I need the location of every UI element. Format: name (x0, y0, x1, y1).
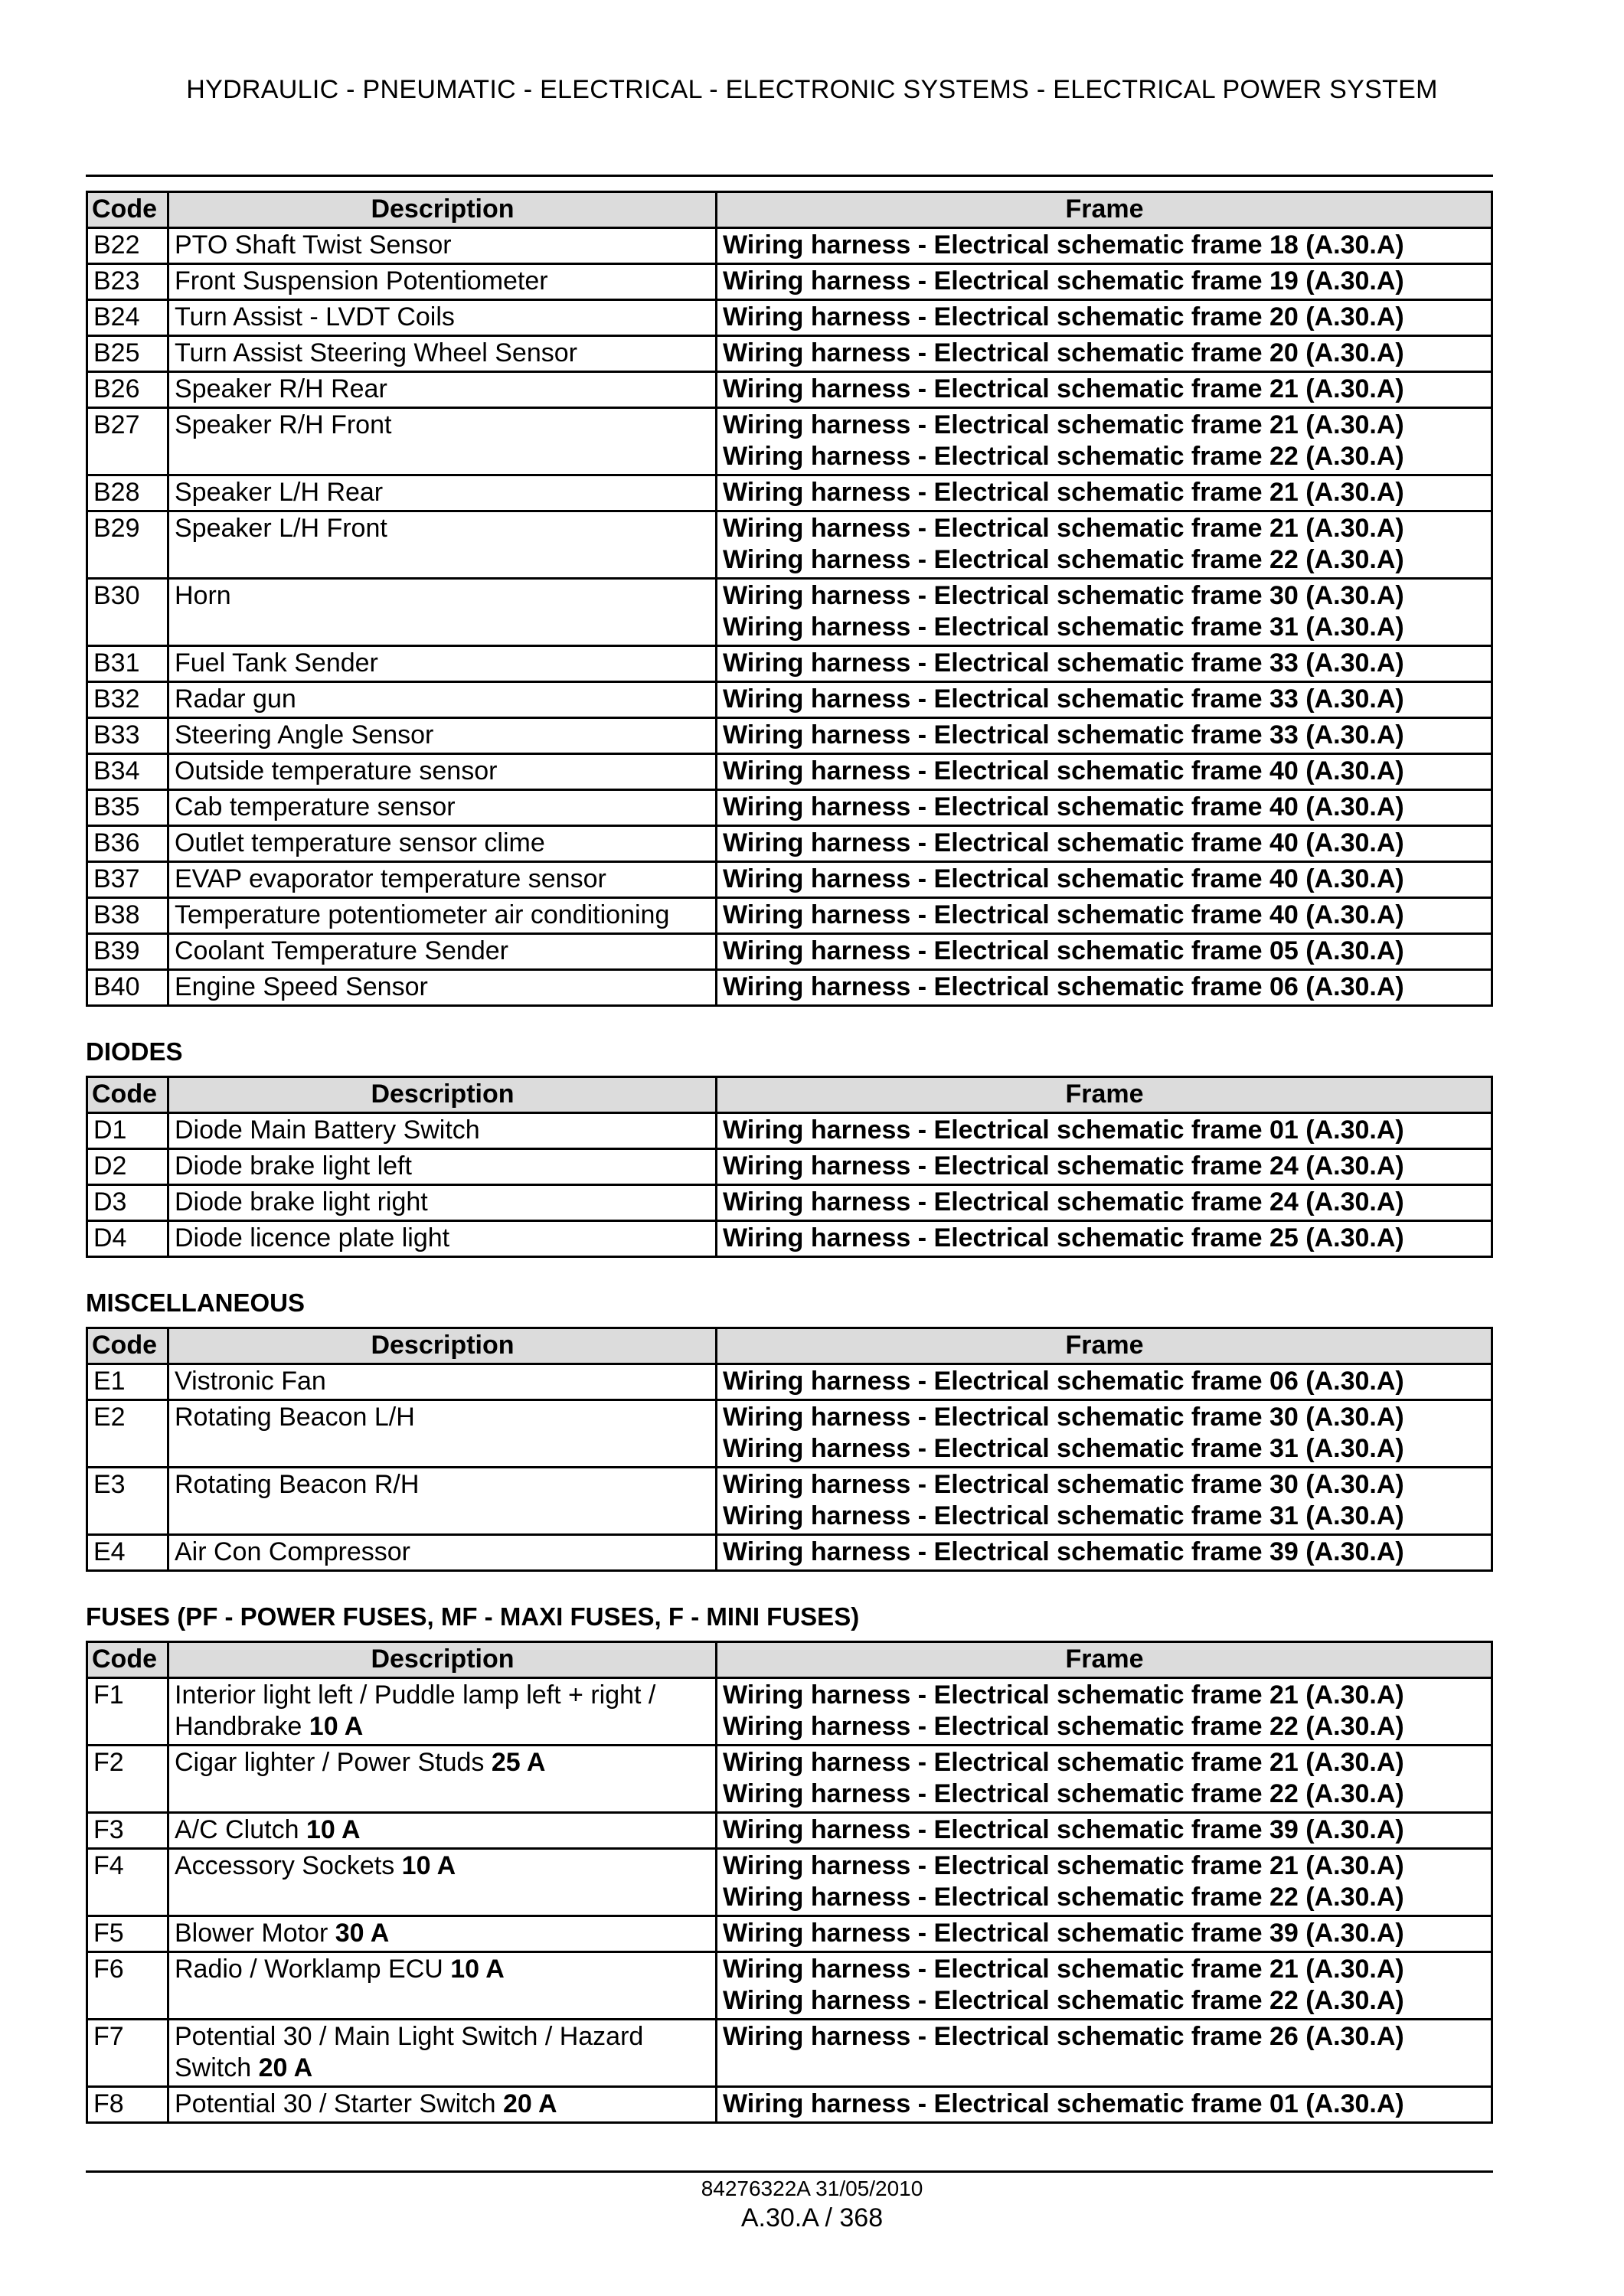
frame-cell (717, 1149, 1492, 1185)
description-text: Cigar lighter / Power Studs (175, 1748, 485, 1777)
frame-reference: Wiring harness - Electrical schematic frame 21 (A.30.A) (723, 1955, 1404, 1984)
description-text: Rotating Beacon R/H (175, 1470, 420, 1499)
description-text: PTO Shaft Twist Sensor (175, 230, 452, 260)
frame-reference: Wiring harness - Electrical schematic frame 31 (A.30.A) (723, 1434, 1404, 1463)
description-column-header: Description (168, 1642, 717, 1678)
code-cell: B35 (87, 790, 168, 826)
table-body (87, 1678, 1492, 2123)
description-cell (168, 336, 717, 372)
description-cell (168, 970, 717, 1006)
frame-cell (717, 790, 1492, 826)
description-column-header: Description (168, 1328, 717, 1364)
frame-reference: Wiring harness - Electrical schematic frame 40 (A.30.A) (723, 864, 1404, 893)
fuse-rating: 10 A (306, 1815, 361, 1844)
table-row (87, 898, 1492, 934)
frame-cell (717, 862, 1492, 898)
table-row (87, 1678, 1492, 1746)
frame-column-header: Frame (717, 1328, 1492, 1364)
description-text: Diode brake light left (175, 1151, 412, 1181)
frame-cell (717, 682, 1492, 718)
fuse-rating: 20 A (258, 2053, 313, 2082)
frame-reference: Wiring harness - Electrical schematic frame 21 (A.30.A) (723, 374, 1404, 403)
description-cell (168, 1849, 717, 1916)
frame-cell (717, 898, 1492, 934)
table-body (87, 1113, 1492, 1257)
code-cell: B34 (87, 754, 168, 790)
description-text: Potential 30 / Main Light Switch / Hazard Switch (175, 2022, 644, 2082)
description-text: Radio / Worklamp ECU (175, 1955, 443, 1984)
frame-cell (717, 1113, 1492, 1149)
code-cell: B25 (87, 336, 168, 372)
fuse-rating: 30 A (335, 1919, 390, 1948)
description-cell (168, 2087, 717, 2123)
table-row (87, 336, 1492, 372)
code-cell: F7 (87, 2020, 168, 2087)
fuse-rating: 10 A (401, 1851, 456, 1880)
section-title-diodes: DIODES (86, 1037, 183, 1066)
description-cell (168, 826, 717, 862)
fuse-rating: 25 A (491, 1748, 546, 1777)
code-cell: F3 (87, 1813, 168, 1849)
description-text: Turn Assist Steering Wheel Sensor (175, 338, 577, 367)
frame-cell (717, 826, 1492, 862)
table-row (87, 300, 1492, 336)
frame-cell (717, 718, 1492, 754)
frame-reference: Wiring harness - Electrical schematic frame 40 (A.30.A) (723, 900, 1404, 929)
frame-cell (717, 579, 1492, 646)
table-row (87, 970, 1492, 1006)
frame-reference: Wiring harness - Electrical schematic frame 24 (A.30.A) (723, 1187, 1404, 1217)
frame-cell (717, 934, 1492, 970)
frame-reference: Wiring harness - Electrical schematic frame 25 (A.30.A) (723, 1223, 1404, 1253)
code-cell: D3 (87, 1185, 168, 1221)
description-text: Diode Main Battery Switch (175, 1115, 480, 1145)
frame-cell (717, 970, 1492, 1006)
frame-cell (717, 1400, 1492, 1468)
description-text: Steering Angle Sensor (175, 720, 434, 750)
section-title-fuses: FUSES (PF - POWER FUSES, MF - MAXI FUSES, F - MINI FUSES) (86, 1602, 860, 1631)
frame-reference: Wiring harness - Electrical schematic frame 22 (A.30.A) (723, 1779, 1404, 1808)
frame-reference: Wiring harness - Electrical schematic frame 30 (A.30.A) (723, 1470, 1404, 1499)
description-cell (168, 898, 717, 934)
frame-cell (717, 228, 1492, 264)
code-column-header: Code (87, 1328, 168, 1364)
table-row (87, 1149, 1492, 1185)
frame-cell (717, 754, 1492, 790)
frame-reference: Wiring harness - Electrical schematic frame 20 (A.30.A) (723, 338, 1404, 367)
frame-cell (717, 1535, 1492, 1571)
description-cell (168, 408, 717, 475)
description-cell (168, 1678, 717, 1746)
fuse-rating: 20 A (503, 2089, 557, 2118)
frame-cell (717, 1185, 1492, 1221)
frame-cell (717, 511, 1492, 579)
code-cell: B24 (87, 300, 168, 336)
frame-reference: Wiring harness - Electrical schematic frame 33 (A.30.A) (723, 684, 1404, 714)
code-cell: F8 (87, 2087, 168, 2123)
frame-reference: Wiring harness - Electrical schematic frame 22 (A.30.A) (723, 545, 1404, 574)
footer-page-number: A.30.A / 368 (740, 2203, 884, 2232)
description-cell (168, 1916, 717, 1952)
table-row (87, 264, 1492, 300)
frame-reference: Wiring harness - Electrical schematic frame 40 (A.30.A) (723, 756, 1404, 785)
description-cell (168, 475, 717, 511)
description-text: Fuel Tank Sender (175, 648, 378, 678)
code-cell: F2 (87, 1746, 168, 1813)
frame-cell (717, 336, 1492, 372)
frame-cell (717, 372, 1492, 408)
description-cell (168, 1535, 717, 1571)
frame-reference: Wiring harness - Electrical schematic frame 21 (A.30.A) (723, 410, 1404, 439)
code-cell: D1 (87, 1113, 168, 1149)
description-text: Diode licence plate light (175, 1223, 450, 1253)
code-cell: B22 (87, 228, 168, 264)
frame-column-header: Frame (717, 1642, 1492, 1678)
table-header-row (87, 192, 1492, 228)
table-row (87, 2087, 1492, 2123)
page-header: HYDRAULIC - PNEUMATIC - ELECTRICAL - ELECTRONIC SYSTEMS - ELECTRICAL POWER SYSTEM (186, 75, 1438, 104)
description-cell (168, 1113, 717, 1149)
frame-reference: Wiring harness - Electrical schematic frame 05 (A.30.A) (723, 936, 1404, 965)
description-cell (168, 300, 717, 336)
code-cell: B23 (87, 264, 168, 300)
description-cell (168, 1468, 717, 1535)
table-row (87, 1221, 1492, 1257)
frame-reference: Wiring harness - Electrical schematic frame 40 (A.30.A) (723, 792, 1404, 821)
description-text: Speaker R/H Front (175, 410, 392, 439)
code-cell: B28 (87, 475, 168, 511)
description-text: Temperature potentiometer air conditioning (175, 900, 670, 929)
description-text: Blower Motor (175, 1919, 328, 1948)
description-text: Speaker R/H Rear (175, 374, 387, 403)
table-row (87, 826, 1492, 862)
table-row (87, 1916, 1492, 1952)
table-row (87, 579, 1492, 646)
description-text: Speaker L/H Rear (175, 478, 384, 507)
code-cell: E3 (87, 1468, 168, 1535)
description-text: Cab temperature sensor (175, 792, 456, 821)
description-text: EVAP evaporator temperature sensor (175, 864, 606, 893)
code-cell: B38 (87, 898, 168, 934)
frame-reference: Wiring harness - Electrical schematic frame 31 (A.30.A) (723, 612, 1404, 642)
description-cell (168, 1185, 717, 1221)
code-cell: E4 (87, 1535, 168, 1571)
table-row (87, 1535, 1492, 1571)
table-header-row (87, 1642, 1492, 1678)
code-cell: B27 (87, 408, 168, 475)
table-row (87, 646, 1492, 682)
code-cell: F1 (87, 1678, 168, 1746)
description-text: Speaker L/H Front (175, 514, 387, 543)
footer-rule (86, 2170, 1493, 2173)
description-text: Rotating Beacon L/H (175, 1403, 415, 1432)
description-column-header: Description (168, 1077, 717, 1113)
frame-reference: Wiring harness - Electrical schematic frame 31 (A.30.A) (723, 1501, 1404, 1530)
table-row (87, 1364, 1492, 1400)
code-cell: B37 (87, 862, 168, 898)
code-cell: B26 (87, 372, 168, 408)
fuses-table (86, 1641, 1493, 2124)
table-row (87, 862, 1492, 898)
table-row (87, 2020, 1492, 2087)
frame-cell (717, 2020, 1492, 2087)
description-cell (168, 511, 717, 579)
description-text: Air Con Compressor (175, 1537, 410, 1566)
code-cell: D2 (87, 1149, 168, 1185)
description-cell (168, 682, 717, 718)
code-cell: B31 (87, 646, 168, 682)
description-text: Potential 30 / Starter Switch (175, 2089, 496, 2118)
description-cell (168, 372, 717, 408)
sensors-table (86, 191, 1493, 1007)
table-header-row (87, 1328, 1492, 1364)
frame-cell (717, 408, 1492, 475)
frame-reference: Wiring harness - Electrical schematic frame 22 (A.30.A) (723, 1986, 1404, 2015)
frame-cell (717, 1468, 1492, 1535)
code-cell: B30 (87, 579, 168, 646)
table-row (87, 1185, 1492, 1221)
diodes-table (86, 1076, 1493, 1258)
description-cell (168, 228, 717, 264)
frame-cell (717, 1221, 1492, 1257)
frame-cell (717, 1746, 1492, 1813)
frame-reference: Wiring harness - Electrical schematic frame 06 (A.30.A) (723, 1367, 1404, 1396)
table-row (87, 511, 1492, 579)
table-row (87, 372, 1492, 408)
code-cell: D4 (87, 1221, 168, 1257)
frame-reference: Wiring harness - Electrical schematic frame 21 (A.30.A) (723, 1748, 1404, 1777)
description-text: Turn Assist - LVDT Coils (175, 302, 455, 331)
code-cell: B29 (87, 511, 168, 579)
table-row (87, 790, 1492, 826)
frame-column-header: Frame (717, 1077, 1492, 1113)
frame-cell (717, 475, 1492, 511)
frame-cell (717, 1364, 1492, 1400)
frame-reference: Wiring harness - Electrical schematic frame 39 (A.30.A) (723, 1815, 1404, 1844)
code-cell: F4 (87, 1849, 168, 1916)
description-text: Engine Speed Sensor (175, 972, 428, 1001)
description-column-header: Description (168, 192, 717, 228)
frame-cell (717, 1952, 1492, 2020)
code-cell: B40 (87, 970, 168, 1006)
description-cell (168, 862, 717, 898)
frame-reference: Wiring harness - Electrical schematic frame 33 (A.30.A) (723, 720, 1404, 750)
table-row (87, 934, 1492, 970)
frame-reference: Wiring harness - Electrical schematic frame 21 (A.30.A) (723, 514, 1404, 543)
frame-reference: Wiring harness - Electrical schematic frame 01 (A.30.A) (723, 1115, 1404, 1145)
frame-reference: Wiring harness - Electrical schematic frame 39 (A.30.A) (723, 1537, 1404, 1566)
table-body (87, 228, 1492, 1006)
code-cell: B36 (87, 826, 168, 862)
frame-reference: Wiring harness - Electrical schematic frame 01 (A.30.A) (723, 2089, 1404, 2118)
frame-cell (717, 1849, 1492, 1916)
code-cell: E1 (87, 1364, 168, 1400)
code-cell: F6 (87, 1952, 168, 2020)
frame-cell (717, 1678, 1492, 1746)
code-cell: F5 (87, 1916, 168, 1952)
description-cell (168, 1952, 717, 2020)
code-column-header: Code (87, 192, 168, 228)
frame-reference: Wiring harness - Electrical schematic frame 21 (A.30.A) (723, 478, 1404, 507)
description-text: Front Suspension Potentiometer (175, 266, 548, 296)
page-content (86, 175, 1493, 2124)
frame-reference: Wiring harness - Electrical schematic frame 21 (A.30.A) (723, 1680, 1404, 1710)
table-header-row (87, 1077, 1492, 1113)
code-cell: E2 (87, 1400, 168, 1468)
frame-reference: Wiring harness - Electrical schematic frame 39 (A.30.A) (723, 1919, 1404, 1948)
frame-reference: Wiring harness - Electrical schematic frame 19 (A.30.A) (723, 266, 1404, 296)
table-row (87, 754, 1492, 790)
description-cell (168, 1221, 717, 1257)
table-row (87, 682, 1492, 718)
table-row (87, 1849, 1492, 1916)
code-cell: B39 (87, 934, 168, 970)
description-text: Interior light left / Puddle lamp left + right / Handbrake (175, 1680, 656, 1741)
table-body (87, 1364, 1492, 1571)
section-title-miscellaneous: MISCELLANEOUS (86, 1288, 306, 1317)
frame-reference: Wiring harness - Electrical schematic frame 26 (A.30.A) (723, 2022, 1404, 2051)
description-cell (168, 934, 717, 970)
table-row (87, 1952, 1492, 2020)
frame-reference: Wiring harness - Electrical schematic frame 33 (A.30.A) (723, 648, 1404, 678)
table-row (87, 718, 1492, 754)
miscellaneous-table (86, 1327, 1493, 1572)
frame-reference: Wiring harness - Electrical schematic frame 22 (A.30.A) (723, 1712, 1404, 1741)
table-row (87, 228, 1492, 264)
description-cell (168, 790, 717, 826)
header-rule (86, 175, 1493, 177)
frame-cell (717, 2087, 1492, 2123)
fuse-rating: 10 A (450, 1955, 505, 1984)
table-row (87, 1746, 1492, 1813)
description-cell (168, 1149, 717, 1185)
description-cell (168, 1746, 717, 1813)
description-cell (168, 2020, 717, 2087)
description-cell (168, 264, 717, 300)
code-cell: B32 (87, 682, 168, 718)
code-cell: B33 (87, 718, 168, 754)
table-row (87, 475, 1492, 511)
frame-reference: Wiring harness - Electrical schematic frame 18 (A.30.A) (723, 230, 1404, 260)
frame-cell (717, 1916, 1492, 1952)
table-row (87, 1113, 1492, 1149)
description-cell (168, 754, 717, 790)
description-text: Accessory Sockets (175, 1851, 395, 1880)
code-column-header: Code (87, 1077, 168, 1113)
frame-reference: Wiring harness - Electrical schematic frame 24 (A.30.A) (723, 1151, 1404, 1181)
description-cell (168, 1400, 717, 1468)
frame-column-header: Frame (717, 192, 1492, 228)
description-text: Outlet temperature sensor clime (175, 828, 545, 857)
description-text: Diode brake light right (175, 1187, 428, 1217)
frame-cell (717, 264, 1492, 300)
frame-reference: Wiring harness - Electrical schematic frame 30 (A.30.A) (723, 1403, 1404, 1432)
description-text: Outside temperature sensor (175, 756, 498, 785)
code-column-header: Code (87, 1642, 168, 1678)
table-row (87, 408, 1492, 475)
description-text: A/C Clutch (175, 1815, 299, 1844)
description-text: Radar gun (175, 684, 296, 714)
description-cell (168, 718, 717, 754)
description-cell (168, 646, 717, 682)
fuse-rating: 10 A (309, 1712, 364, 1741)
table-row (87, 1468, 1492, 1535)
frame-reference: Wiring harness - Electrical schematic frame 21 (A.30.A) (723, 1851, 1404, 1880)
description-cell (168, 1813, 717, 1849)
frame-reference: Wiring harness - Electrical schematic frame 30 (A.30.A) (723, 581, 1404, 610)
description-cell (168, 579, 717, 646)
frame-cell (717, 1813, 1492, 1849)
description-text: Vistronic Fan (175, 1367, 326, 1396)
frame-cell (717, 646, 1492, 682)
description-text: Horn (175, 581, 231, 610)
description-cell (168, 1364, 717, 1400)
description-text: Coolant Temperature Sender (175, 936, 508, 965)
table-row (87, 1400, 1492, 1468)
frame-reference: Wiring harness - Electrical schematic frame 20 (A.30.A) (723, 302, 1404, 331)
frame-reference: Wiring harness - Electrical schematic frame 22 (A.30.A) (723, 1883, 1404, 1912)
footer-document-code: 84276322A 31/05/2010 (701, 2177, 923, 2200)
frame-cell (717, 300, 1492, 336)
frame-reference: Wiring harness - Electrical schematic frame 40 (A.30.A) (723, 828, 1404, 857)
frame-reference: Wiring harness - Electrical schematic frame 22 (A.30.A) (723, 442, 1404, 471)
frame-reference: Wiring harness - Electrical schematic frame 06 (A.30.A) (723, 972, 1404, 1001)
table-row (87, 1813, 1492, 1849)
